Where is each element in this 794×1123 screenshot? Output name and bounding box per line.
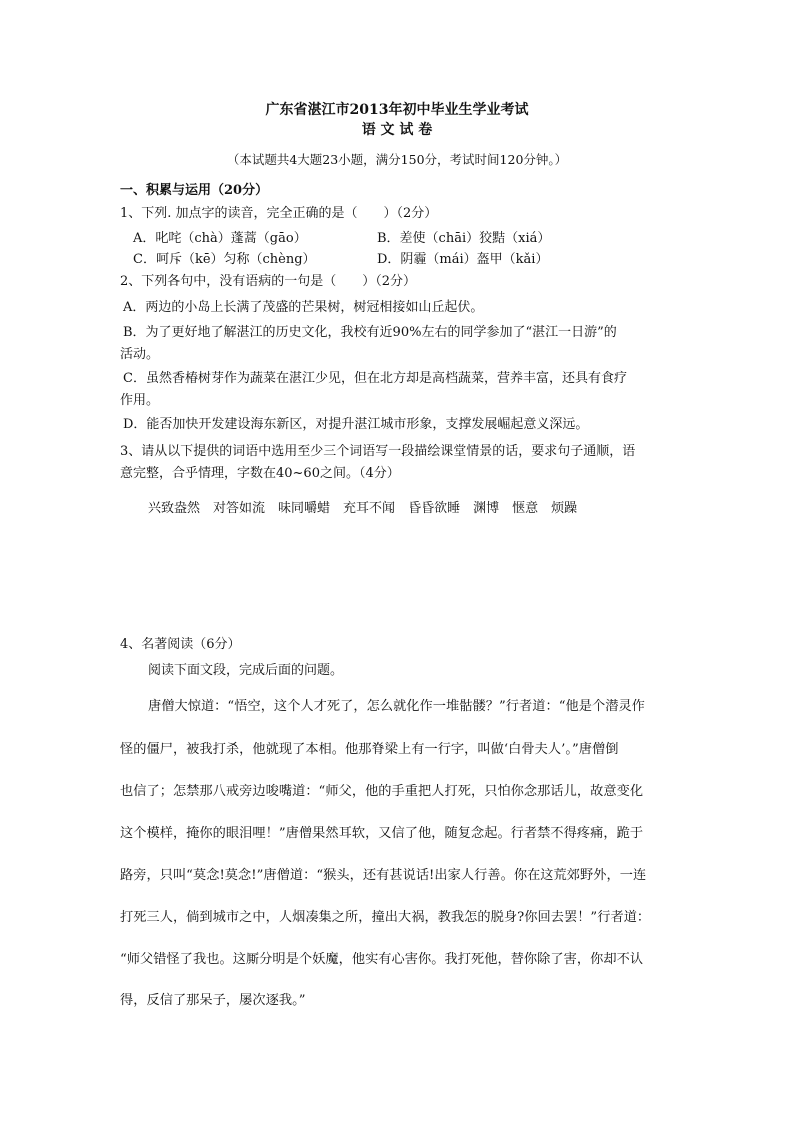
word-item: 昏昏欲睡 [408,501,461,516]
passage-line: 唐僧大惊道：“悟空，这个人才死了，怎么就化作一堆骷髅？”行者道：“他是个潜灵作 [148,699,645,714]
word-item: 烦躁 [551,501,578,516]
word-item: 惬意 [512,501,539,516]
passage-line: 路旁，只叫“莫念!莫念!”唐僧道：“猴头，还有甚说话!出家人行善。你在这荒郊野外，一连 [120,868,647,883]
question-4-instruction: 阅读下面文段，完成后面的问题。 [148,663,344,678]
question-2-option-b-line1: B．为了更好地了解湛江的历史文化，我校有近90%左右的同学参加了“湛江一日游”的 [123,325,617,340]
question-2-stem: 2、下列各句中，没有语病的一句是（ ）（2分） [120,274,417,289]
question-4-stem: 4、名著阅读（6分） [120,637,241,652]
word-list [148,500,590,518]
question-2-option-b-line2: 活动。 [120,347,160,362]
question-1-option-d: D．阴霾（mái）盔甲（kǎi） [377,252,549,267]
word-item: 充耳不闻 [343,501,396,516]
question-2-option-c-line1: C．虽然香椿树芽作为蔬菜在湛江少见，但在北方却是高档蔬菜，营养丰富，还具有食疗 [123,371,627,386]
word-item: 对答如流 [213,501,266,516]
section-heading: 一、积累与运用（20分） [120,183,269,198]
question-3-stem-line2: 意完整，合乎情理，字数在40~60之间。（4分） [120,466,400,481]
exam-note: （本试题共4大题23小题，满分150分，考试时间120分钟。） [226,152,568,167]
question-2-option-c-line2: 作用。 [120,393,160,408]
passage-line: 这个模样，掩你的眼泪哩！”唐僧果然耳软，又信了他，随复念起。行者禁不得疼痛，跪于 [120,826,644,841]
question-1-option-b: B．差使（chāi）狡黠（xiá） [377,231,551,246]
passage-line: 打死三人，倘到城市之中，人烟凑集之所，撞出大祸，教我怎的脱身?你回去罢！”行者道： [120,910,651,925]
passage-line: 得，反信了那呆子，屡次逐我。” [120,993,306,1008]
passage-line: “师父错怪了我也。这厮分明是个妖魔，他实有心害你。我打死他，替你除了害，你却不认 [120,952,644,967]
exam-title: 广东省湛江市2013年初中毕业生学业考试 [265,102,529,118]
question-2-option-d: D．能否加快开发建设海东新区，对提升湛江城市形象，支撑发展崛起意义深远。 [123,417,589,432]
word-item: 渊博 [473,501,500,516]
exam-subtitle: 语 文 试 卷 [361,122,433,138]
question-1-option-a: A．叱咤（chà）蓬蒿（gāo） [133,231,307,246]
question-1-option-c: C．呵斥（kē）匀称（chèng） [133,252,316,267]
word-item: 味同嚼蜡 [278,501,331,516]
question-1-stem: 1、下列. 加点字的读音，完全正确的是（ ）（2分） [120,206,438,221]
passage-line: 也信了；怎禁那八戒旁边唆嘴道：“师父，他的手重把人打死，只怕你念那话儿，故意变化 [120,784,644,799]
passage-line: 怪的僵尸，被我打杀，他就现了本相。他那脊梁上有一行字，叫做‘白骨夫人’。”唐僧倒 [120,742,619,757]
question-3-stem-line1: 3、请从以下提供的词语中选用至少三个词语写一段描绘课堂情景的话，要求句子通顺，语 [120,444,636,459]
question-2-option-a: A．两边的小岛上长满了茂盛的芒果树，树冠相接如山丘起伏。 [123,300,484,315]
word-item: 兴致盎然 [148,501,201,516]
